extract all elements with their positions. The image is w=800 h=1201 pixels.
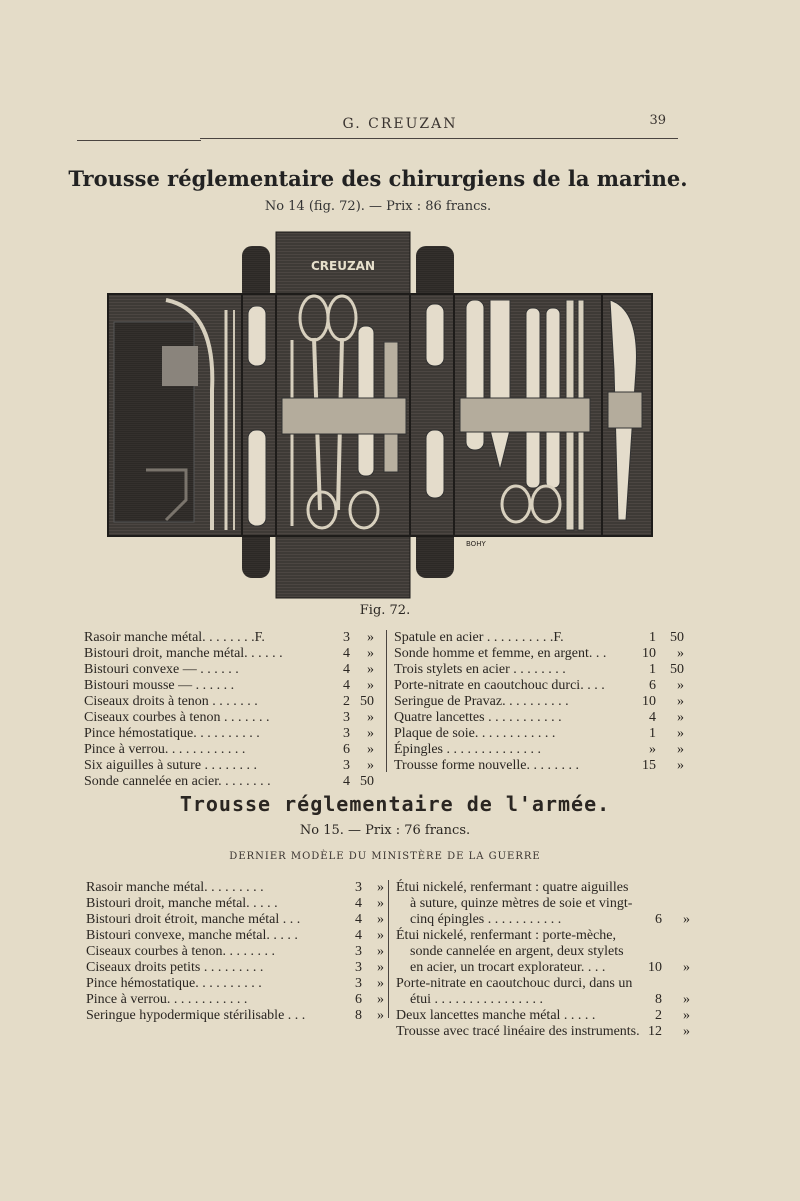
item-francs: 4 bbox=[343, 678, 350, 693]
item-francs: 4 bbox=[343, 774, 350, 789]
item-francs: 3 bbox=[355, 976, 362, 991]
list-item bbox=[396, 944, 696, 960]
figure-caption: Fig. 72. bbox=[359, 603, 411, 618]
item-francs: 3 bbox=[343, 710, 350, 725]
list-item bbox=[86, 960, 386, 976]
list-item bbox=[394, 678, 694, 694]
item-label: Bistouri convexe, manche métal. . . . . bbox=[86, 928, 298, 943]
list-item bbox=[394, 758, 694, 774]
list-item bbox=[84, 678, 384, 694]
item-label: Bistouri convexe — . . . . . . bbox=[84, 662, 239, 677]
item-label: Ciseaux courbes à tenon. . . . . . . . bbox=[86, 944, 275, 959]
list-item bbox=[396, 960, 696, 976]
section1-left-list bbox=[84, 630, 384, 790]
section2-right-list bbox=[396, 880, 696, 1040]
list-item bbox=[84, 774, 384, 790]
item-francs: 6 bbox=[649, 678, 656, 693]
item-label: Rasoir manche métal. . . . . . . . . bbox=[86, 880, 264, 895]
list-item bbox=[86, 944, 386, 960]
item-centimes: 50 bbox=[360, 694, 374, 709]
item-francs: 6 bbox=[355, 992, 362, 1007]
surgical-kit-engraving bbox=[106, 230, 654, 600]
item-centimes: » bbox=[367, 726, 374, 741]
list-item bbox=[394, 646, 694, 662]
item-centimes: » bbox=[367, 662, 374, 677]
list-item bbox=[84, 710, 384, 726]
item-label: Pince à verrou. . . . . . . . . . . . bbox=[84, 742, 246, 757]
item-centimes: » bbox=[683, 992, 690, 1007]
item-centimes: 50 bbox=[670, 662, 684, 677]
item-label: Pince hémostatique. . . . . . . . . . bbox=[84, 726, 260, 741]
list-item bbox=[86, 976, 386, 992]
item-label: Étui nickelé, renfermant : quatre aiguilles bbox=[396, 880, 629, 895]
list-item bbox=[394, 742, 694, 758]
section2-model-note: DERNIER MODÈLE DU MINISTÈRE DE LA GUERRE bbox=[229, 851, 541, 862]
item-label: Trousse forme nouvelle. . . . . . . . bbox=[394, 758, 579, 773]
engraver-signature: BOHY bbox=[466, 540, 486, 548]
item-centimes: 50 bbox=[670, 630, 684, 645]
figure-stamp: CREUZAN bbox=[310, 259, 376, 273]
item-centimes: » bbox=[677, 694, 684, 709]
item-francs: 4 bbox=[343, 646, 350, 661]
item-francs: 1 bbox=[649, 726, 656, 741]
item-francs: 4 bbox=[355, 912, 362, 927]
item-francs: » bbox=[649, 742, 656, 757]
item-francs: 3 bbox=[343, 758, 350, 773]
list-item bbox=[84, 662, 384, 678]
item-label: Porte-nitrate en caoutchouc durci, dans un bbox=[396, 976, 633, 991]
column-divider bbox=[388, 880, 389, 1018]
item-francs: 2 bbox=[343, 694, 350, 709]
item-francs: 2 bbox=[655, 1008, 662, 1023]
column-divider bbox=[386, 630, 387, 772]
list-item bbox=[396, 880, 696, 896]
item-francs: 4 bbox=[355, 896, 362, 911]
item-label: Seringue hypodermique stérilisable . . . bbox=[86, 1008, 306, 1023]
list-item bbox=[396, 912, 696, 928]
item-label: Seringue de Pravaz. . . . . . . . . . bbox=[394, 694, 569, 709]
item-label: Rasoir manche métal. . . . . . . .F. bbox=[84, 630, 265, 645]
item-francs: 12 bbox=[648, 1024, 662, 1039]
item-francs: 3 bbox=[355, 944, 362, 959]
item-label: Trois stylets en acier . . . . . . . . bbox=[394, 662, 566, 677]
item-label: à suture, quinze mètres de soie et vingt- bbox=[410, 896, 633, 911]
list-item bbox=[394, 630, 694, 646]
item-label: Spatule en acier . . . . . . . . . .F. bbox=[394, 630, 564, 645]
section2-title: Trousse réglementaire de l'armée. bbox=[179, 792, 611, 816]
item-francs: 4 bbox=[343, 662, 350, 677]
item-francs: 3 bbox=[355, 880, 362, 895]
item-centimes: » bbox=[377, 944, 384, 959]
list-item bbox=[84, 742, 384, 758]
item-francs: 1 bbox=[649, 662, 656, 677]
list-item bbox=[394, 694, 694, 710]
list-item bbox=[84, 646, 384, 662]
item-centimes: » bbox=[377, 976, 384, 991]
item-centimes: » bbox=[377, 960, 384, 975]
item-francs: 4 bbox=[649, 710, 656, 725]
item-centimes: » bbox=[677, 646, 684, 661]
item-label: Quatre lancettes . . . . . . . . . . . bbox=[394, 710, 562, 725]
item-label: Plaque de soie. . . . . . . . . . . . bbox=[394, 726, 556, 741]
item-label: Bistouri droit, manche métal. . . . . bbox=[86, 896, 278, 911]
section1-right-list bbox=[394, 630, 694, 774]
list-item bbox=[396, 1008, 696, 1024]
item-label: sonde cannelée en argent, deux stylets bbox=[410, 944, 624, 959]
list-item bbox=[396, 928, 696, 944]
item-francs: 8 bbox=[655, 992, 662, 1007]
item-francs: 3 bbox=[343, 726, 350, 741]
item-centimes: » bbox=[683, 1008, 690, 1023]
item-label: Ciseaux courbes à tenon . . . . . . . bbox=[84, 710, 270, 725]
item-francs: 8 bbox=[355, 1008, 362, 1023]
list-item bbox=[396, 896, 696, 912]
item-francs: 6 bbox=[343, 742, 350, 757]
list-item bbox=[396, 992, 696, 1008]
list-item bbox=[86, 896, 386, 912]
section2-subtitle: No 15. — Prix : 76 francs. bbox=[299, 823, 471, 838]
item-label: Porte-nitrate en caoutchouc durci. . . . bbox=[394, 678, 605, 693]
item-centimes: » bbox=[377, 912, 384, 927]
item-centimes: » bbox=[377, 928, 384, 943]
item-francs: 15 bbox=[642, 758, 656, 773]
item-label: Épingles . . . . . . . . . . . . . . bbox=[394, 742, 541, 757]
item-centimes: » bbox=[683, 960, 690, 975]
item-centimes: » bbox=[367, 742, 374, 757]
item-francs: 6 bbox=[655, 912, 662, 927]
item-francs: 10 bbox=[642, 646, 656, 661]
item-francs: 4 bbox=[355, 928, 362, 943]
item-label: Étui nickelé, renfermant : porte-mèche, bbox=[396, 928, 617, 943]
list-item bbox=[396, 1024, 696, 1040]
item-label: en acier, un trocart explorateur. . . . bbox=[410, 960, 606, 975]
item-centimes: » bbox=[677, 710, 684, 725]
list-item bbox=[394, 710, 694, 726]
item-centimes: » bbox=[367, 758, 374, 773]
section2-left-list bbox=[86, 880, 386, 1024]
list-item bbox=[394, 726, 694, 742]
list-item bbox=[84, 694, 384, 710]
item-label: Deux lancettes manche métal . . . . . bbox=[396, 1008, 596, 1023]
item-centimes: » bbox=[677, 678, 684, 693]
list-item bbox=[86, 1008, 386, 1024]
list-item bbox=[86, 912, 386, 928]
item-label: Bistouri droit, manche métal. . . . . . bbox=[84, 646, 283, 661]
header-rule-left bbox=[77, 140, 201, 141]
list-item bbox=[396, 976, 696, 992]
item-centimes: » bbox=[377, 992, 384, 1007]
section1-subtitle: No 14 (fig. 72). — Prix : 86 francs. bbox=[264, 199, 492, 214]
item-label: Trousse avec tracé linéaire des instruments. bbox=[396, 1024, 640, 1039]
item-label: Pince hémostatique. . . . . . . . . . bbox=[86, 976, 262, 991]
item-centimes: » bbox=[677, 742, 684, 757]
item-centimes: » bbox=[377, 896, 384, 911]
item-label: Six aiguilles à suture . . . . . . . . bbox=[84, 758, 258, 773]
item-centimes: 50 bbox=[360, 774, 374, 789]
list-item bbox=[84, 758, 384, 774]
item-centimes: » bbox=[377, 1008, 384, 1023]
item-label: Sonde cannelée en acier. . . . . . . . bbox=[84, 774, 271, 789]
running-head: G. CREUZAN bbox=[342, 116, 458, 132]
item-label: Ciseaux droits à tenon . . . . . . . bbox=[84, 694, 258, 709]
item-label: Bistouri droit étroit, manche métal . . . bbox=[86, 912, 301, 927]
item-centimes: » bbox=[367, 678, 374, 693]
item-centimes: » bbox=[683, 912, 690, 927]
item-centimes: » bbox=[677, 758, 684, 773]
item-francs: 10 bbox=[648, 960, 662, 975]
item-centimes: » bbox=[377, 880, 384, 895]
list-item bbox=[394, 662, 694, 678]
item-francs: 3 bbox=[355, 960, 362, 975]
list-item bbox=[84, 630, 384, 646]
list-item bbox=[84, 726, 384, 742]
item-label: cinq épingles . . . . . . . . . . . bbox=[410, 912, 562, 927]
item-centimes: » bbox=[367, 710, 374, 725]
item-francs: 3 bbox=[343, 630, 350, 645]
list-item bbox=[86, 928, 386, 944]
header-rule bbox=[200, 138, 678, 139]
list-item bbox=[86, 992, 386, 1008]
item-label: Pince à verrou. . . . . . . . . . . . bbox=[86, 992, 248, 1007]
item-centimes: » bbox=[367, 646, 374, 661]
item-label: étui . . . . . . . . . . . . . . . . bbox=[410, 992, 543, 1007]
item-label: Bistouri mousse — . . . . . . bbox=[84, 678, 235, 693]
item-label: Sonde homme et femme, en argent. . . bbox=[394, 646, 607, 661]
section1-title: Trousse réglementaire des chirurgiens de la marine. bbox=[68, 166, 688, 191]
item-centimes: » bbox=[677, 726, 684, 741]
item-label: Ciseaux droits petits . . . . . . . . . bbox=[86, 960, 264, 975]
item-centimes: » bbox=[367, 630, 374, 645]
item-centimes: » bbox=[683, 1024, 690, 1039]
item-francs: 1 bbox=[649, 630, 656, 645]
item-francs: 10 bbox=[642, 694, 656, 709]
list-item bbox=[86, 880, 386, 896]
page-number: 39 bbox=[649, 113, 666, 128]
